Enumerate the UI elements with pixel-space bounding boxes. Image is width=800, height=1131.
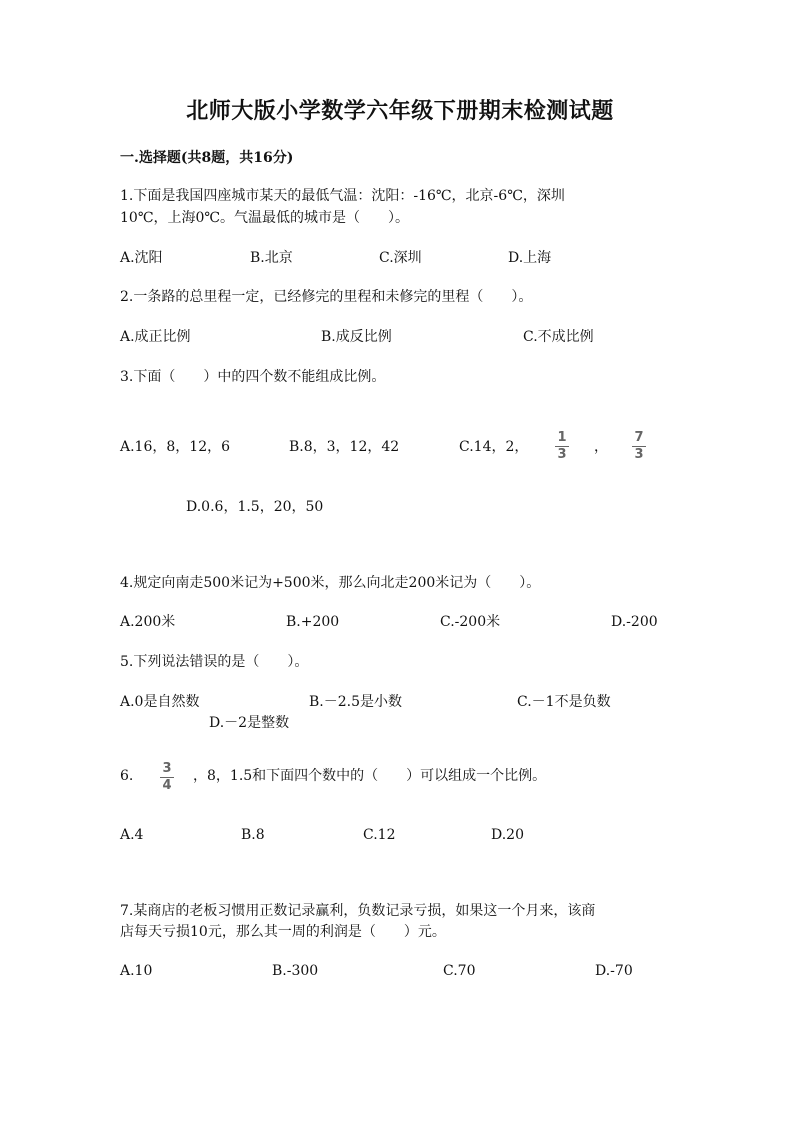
fraction-numerator: 3: [162, 761, 172, 776]
question-2-option-a: A.成正比例: [120, 329, 191, 345]
question-6-number: 6.: [120, 768, 134, 784]
question-3-option-b: B.8，3，12，42: [289, 439, 400, 455]
question-4-text: 4.规定向南走500米记为+500米，那么向北走200米记为（ ）。: [120, 575, 541, 591]
question-3-option-d: D.0.6，1.5，20，50: [186, 499, 324, 515]
question-6-option-b: B.8: [241, 827, 265, 843]
section-heading: 一.选择题(共8题，共16分): [120, 150, 294, 166]
fraction-numerator: 1: [557, 430, 567, 445]
question-3-fraction-seven-thirds: [632, 431, 646, 462]
question-7-line-2: 店每天亏损10元，那么其一周的利润是（ ）元。: [120, 924, 446, 940]
question-2-option-c: C.不成比例: [523, 329, 594, 345]
question-4-option-c: C.-200米: [440, 614, 501, 630]
question-5-option-d: D.－2是整数: [209, 715, 290, 731]
question-4-option-a: A.200米: [120, 614, 176, 630]
question-1-line-2: 10℃，上海0℃。气温最低的城市是（ ）。: [120, 210, 410, 226]
question-2-option-b: B.成反比例: [321, 329, 392, 345]
question-6-option-c: C.12: [363, 827, 396, 843]
fraction-denominator: 3: [634, 447, 644, 462]
question-3-text: 3.下面（ ）中的四个数不能组成比例。: [120, 369, 386, 385]
question-3-option-c: C.14，2，: [459, 439, 529, 455]
question-7-option-b: B.-300: [272, 963, 319, 979]
question-6-option-d: D.20: [491, 827, 524, 843]
question-7-option-a: A.10: [120, 963, 153, 979]
question-1-option-b: B.北京: [250, 250, 293, 266]
question-6-fraction-three-quarters: [160, 762, 174, 793]
question-7-line-1: 7.某商店的老板习惯用正数记录赢利，负数记录亏损，如果这一个月来，该商: [120, 903, 596, 919]
question-4-option-d: D.-200: [611, 614, 658, 630]
question-1-line-1: 1.下面是我国四座城市某天的最低气温：沈阳：-16℃，北京-6℃，深圳: [120, 188, 565, 204]
page-title: 北师大版小学数学六年级下册期末检测试题: [186, 98, 614, 124]
question-6-option-a: A.4: [120, 827, 144, 843]
question-5-option-b: B.－2.5是小数: [309, 694, 403, 710]
question-4-option-b: B.+200: [286, 614, 340, 630]
question-3-separator: ，: [594, 439, 608, 455]
question-2-text: 2.一条路的总里程一定，已经修完的里程和未修完的里程（ ）。: [120, 289, 533, 305]
question-5-option-a: A.0是自然数: [120, 694, 200, 710]
question-7-option-d: D.-70: [595, 963, 633, 979]
question-1-option-a: A.沈阳: [120, 250, 163, 266]
question-1-option-c: C.深圳: [379, 250, 422, 266]
fraction-denominator: 3: [557, 447, 567, 462]
question-3-option-a: A.16，8，12，6: [120, 439, 231, 455]
question-1-option-d: D.上海: [508, 250, 552, 266]
question-6-text: ，8，1.5和下面四个数中的（ ）可以组成一个比例。: [193, 768, 547, 784]
question-7-option-c: C.70: [443, 963, 476, 979]
fraction-denominator: 4: [162, 778, 172, 793]
question-5-option-c: C.－1不是负数: [517, 694, 611, 710]
question-3-fraction-one-third: [555, 431, 569, 462]
fraction-numerator: 7: [634, 430, 644, 445]
question-5-text: 5.下列说法错误的是（ ）。: [120, 654, 309, 670]
